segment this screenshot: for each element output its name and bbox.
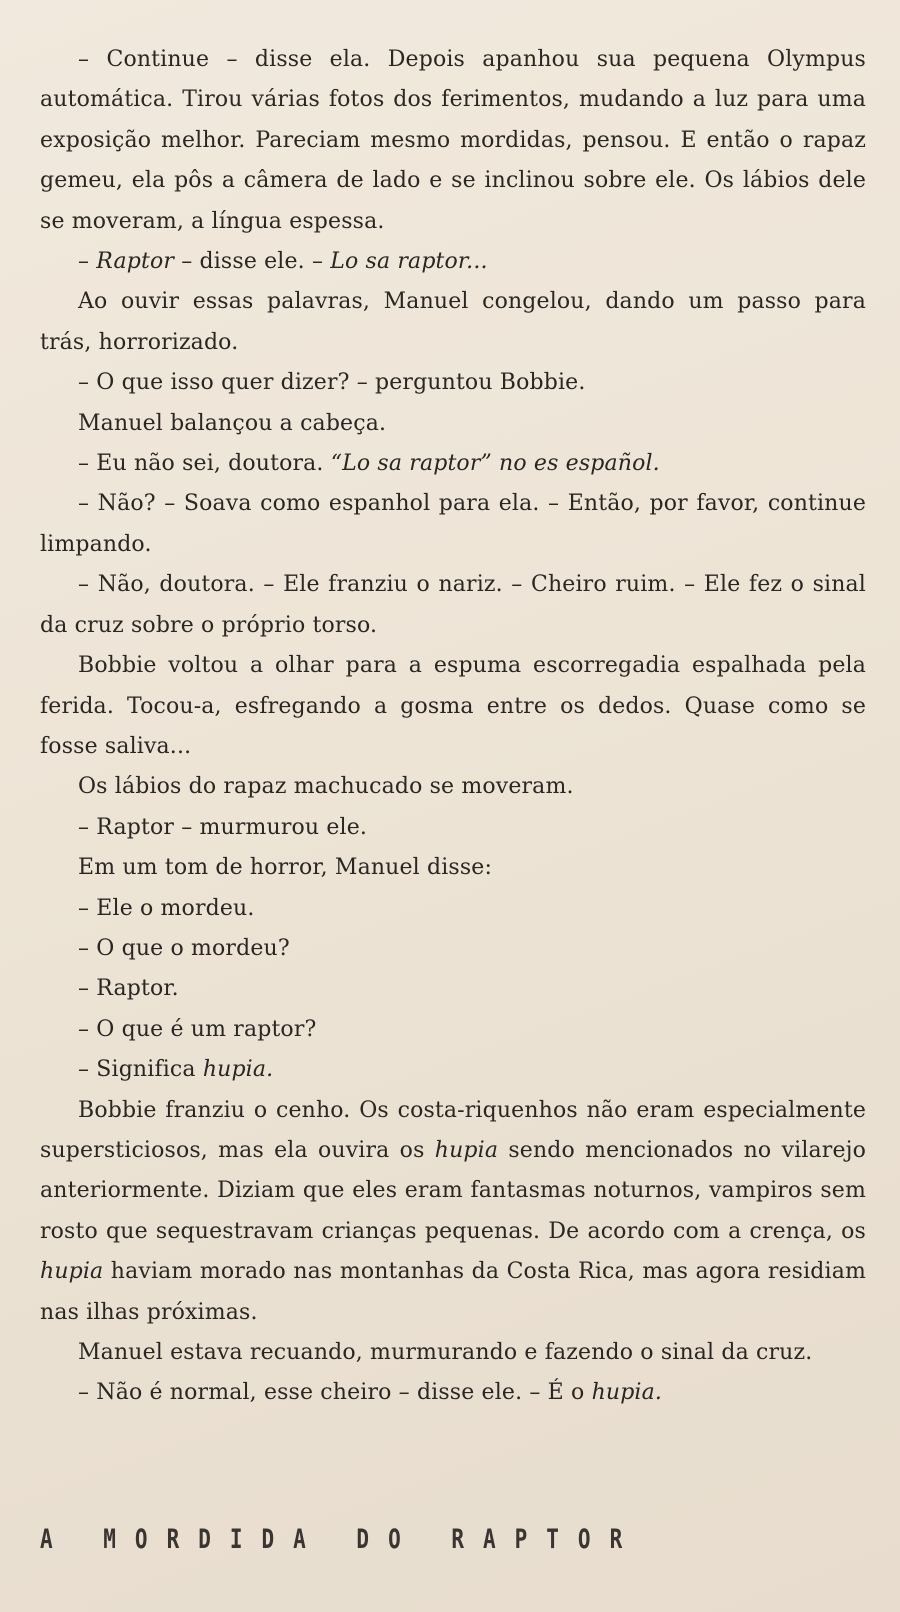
text-span: Manuel estava recuando, murmurando e fazendo o sinal da cruz. bbox=[78, 1340, 813, 1365]
paragraph bbox=[40, 848, 866, 888]
text-span: Ao ouvir essas palavras, Manuel congelou, dando um passo para trás, horrorizado. bbox=[40, 289, 866, 355]
paragraph bbox=[40, 889, 866, 929]
italic-text: hupia. bbox=[591, 1380, 663, 1406]
paragraph bbox=[40, 1050, 866, 1090]
text-span: – Continue – disse ela. Depois apanhou sua pequena Olympus automática. Tirou várias fotos dos ferimentos, mudando a luz para uma exposição melhor. Pareciam mesmo mordidas, pensou. E então o rapaz gemeu, ela pôs a câmera de lado e se inclinou sobre ele. Os lábios dele se moveram, a língua espessa. bbox=[40, 47, 866, 234]
text-span: sendo mencionados no vilarejo anteriormente. Diziam que eles eram fantasmas noturnos, vampiros sem rosto que sequestravam crianças pequenas. De acordo com a crença, os bbox=[40, 1137, 866, 1244]
text-span: – O que o mordeu? bbox=[78, 935, 290, 961]
paragraph bbox=[40, 40, 866, 242]
paragraph bbox=[40, 363, 866, 403]
paragraph bbox=[40, 444, 866, 484]
italic-text: “Lo sa raptor” no es español. bbox=[330, 451, 660, 477]
paragraph bbox=[40, 242, 866, 282]
text-span: Bobbie voltou a olhar para a espuma escorregadia espalhada pela ferida. Tocou-a, esfregando a gosma entre os dedos. Quase como se fosse saliva... bbox=[40, 653, 866, 759]
paragraph bbox=[40, 484, 866, 565]
book-page-text bbox=[40, 40, 866, 1414]
paragraph bbox=[40, 404, 866, 444]
text-span: – Não, doutora. – Ele franziu o nariz. – Cheiro ruim. – Ele fez o sinal da cruz sobre o próprio torso. bbox=[40, 572, 866, 638]
running-footer-title: A MORDIDA DO RAPTOR bbox=[40, 1524, 642, 1554]
text-span: Em um tom de horror, Manuel disse: bbox=[78, 855, 493, 881]
paragraph bbox=[40, 808, 866, 848]
italic-text: hupia. bbox=[202, 1057, 274, 1083]
text-span: – Não é normal, esse cheiro – disse ele. – É o bbox=[78, 1380, 592, 1406]
paragraph bbox=[40, 1333, 866, 1373]
paragraph bbox=[40, 282, 866, 363]
italic-text: Lo sa raptor... bbox=[330, 249, 488, 275]
text-span: Os lábios do rapaz machucado se moveram. bbox=[78, 774, 574, 800]
italic-text: Raptor bbox=[96, 249, 175, 275]
italic-text: hupia bbox=[40, 1259, 104, 1285]
text-span: Manuel balançou a cabeça. bbox=[78, 410, 387, 436]
text-span: – bbox=[78, 249, 97, 275]
text-span: haviam morado nas montanhas da Costa Rica, mas agora residiam nas ilhas próximas. bbox=[40, 1259, 866, 1325]
paragraph bbox=[40, 1091, 866, 1333]
text-span: – O que isso quer dizer? – perguntou Bobbie. bbox=[78, 370, 586, 396]
text-span: – O que é um raptor? bbox=[78, 1016, 317, 1042]
text-span: – disse ele. – bbox=[174, 249, 331, 275]
paragraph bbox=[40, 1373, 866, 1413]
text-span: – Ele o mordeu. bbox=[78, 895, 255, 921]
paragraph bbox=[40, 646, 866, 767]
paragraph bbox=[40, 1010, 866, 1050]
text-span: – Raptor – murmurou ele. bbox=[78, 814, 368, 840]
paragraph bbox=[40, 929, 866, 969]
text-span: – Significa bbox=[78, 1057, 203, 1083]
italic-text: hupia bbox=[434, 1137, 499, 1163]
text-span: – Não? – Soava como espanhol para ela. – Então, por favor, continue limpando. bbox=[40, 491, 866, 557]
paragraph bbox=[40, 565, 866, 646]
text-span: – Eu não sei, doutora. bbox=[78, 451, 331, 477]
text-span: Bobbie franziu o cenho. Os costa-riquenhos não eram especialmente supersticiosos, mas ela ouvira os bbox=[40, 1097, 866, 1163]
paragraph bbox=[40, 767, 866, 807]
text-span: – Raptor. bbox=[78, 976, 179, 1002]
paragraph bbox=[40, 969, 866, 1009]
